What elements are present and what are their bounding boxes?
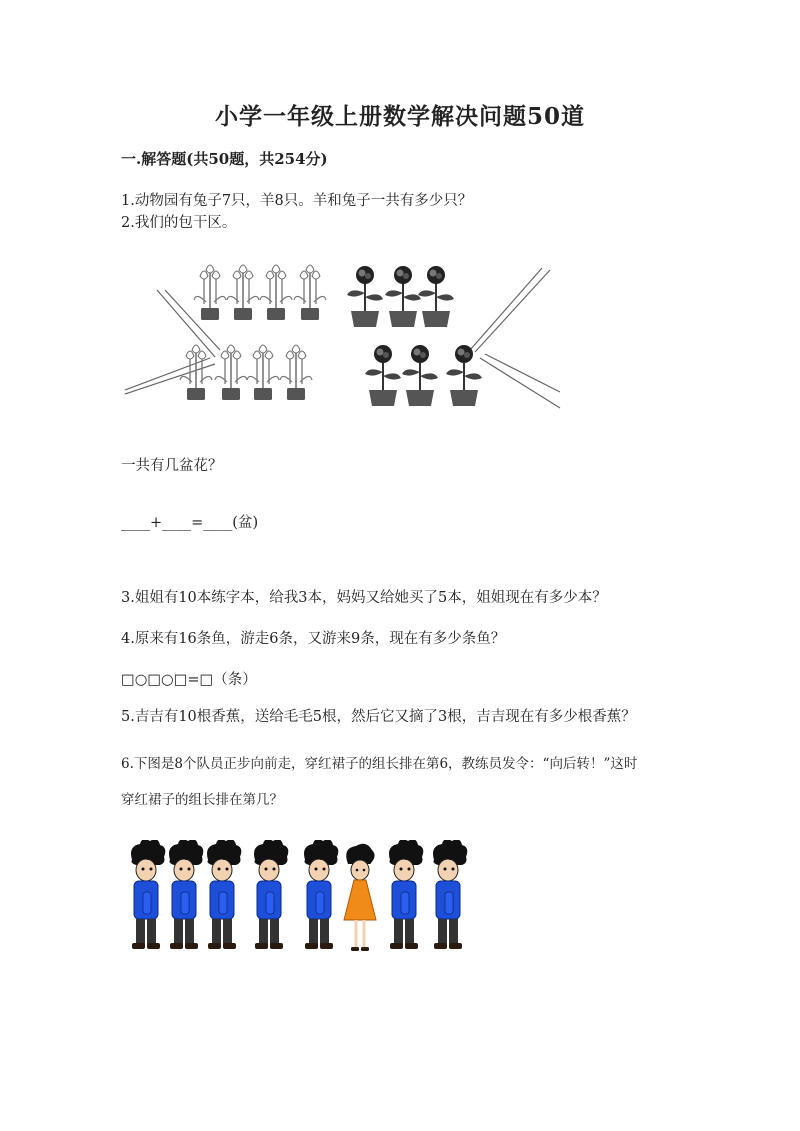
question-6-line-1: 6.下图是8个队员正步向前走，穿红裙子的组长排在第6，教练员发令：“向后转！”这时 [121, 756, 638, 772]
question-4: 4.原来有16条鱼，游走6条，又游来9条，现在有多少条鱼？ [121, 631, 506, 647]
question-6-line-2: 穿红裙子的组长排在第几？ [121, 792, 283, 808]
section-heading: 一.解答题(共50题，共254分) [121, 150, 328, 168]
question-5: 5.吉吉有10根香蕉，送给毛毛5根，然后它又摘了3根，吉吉现在有多少根香蕉？ [121, 709, 636, 725]
question-2-prompt: 一共有几盆花？ [121, 458, 223, 474]
page-title: 小学一年级上册数学解决问题50道 [214, 103, 585, 130]
question-2: 2.我们的包干区。 [121, 215, 237, 231]
question-3: 3.姐姐有10本练字本，给我3本，妈妈又给她买了5本，姐姐现在有多少本？ [121, 590, 607, 606]
flower-pots-illustration [120, 262, 565, 412]
question-4-answer-blank: □○□○□=□（条） [121, 672, 257, 688]
question-1: 1.动物园有兔子7只，羊8只。羊和兔子一共有多少只？ [121, 193, 473, 209]
team-members-illustration [124, 840, 469, 955]
question-2-answer-blank: ____+____=____(盆) [121, 515, 259, 531]
